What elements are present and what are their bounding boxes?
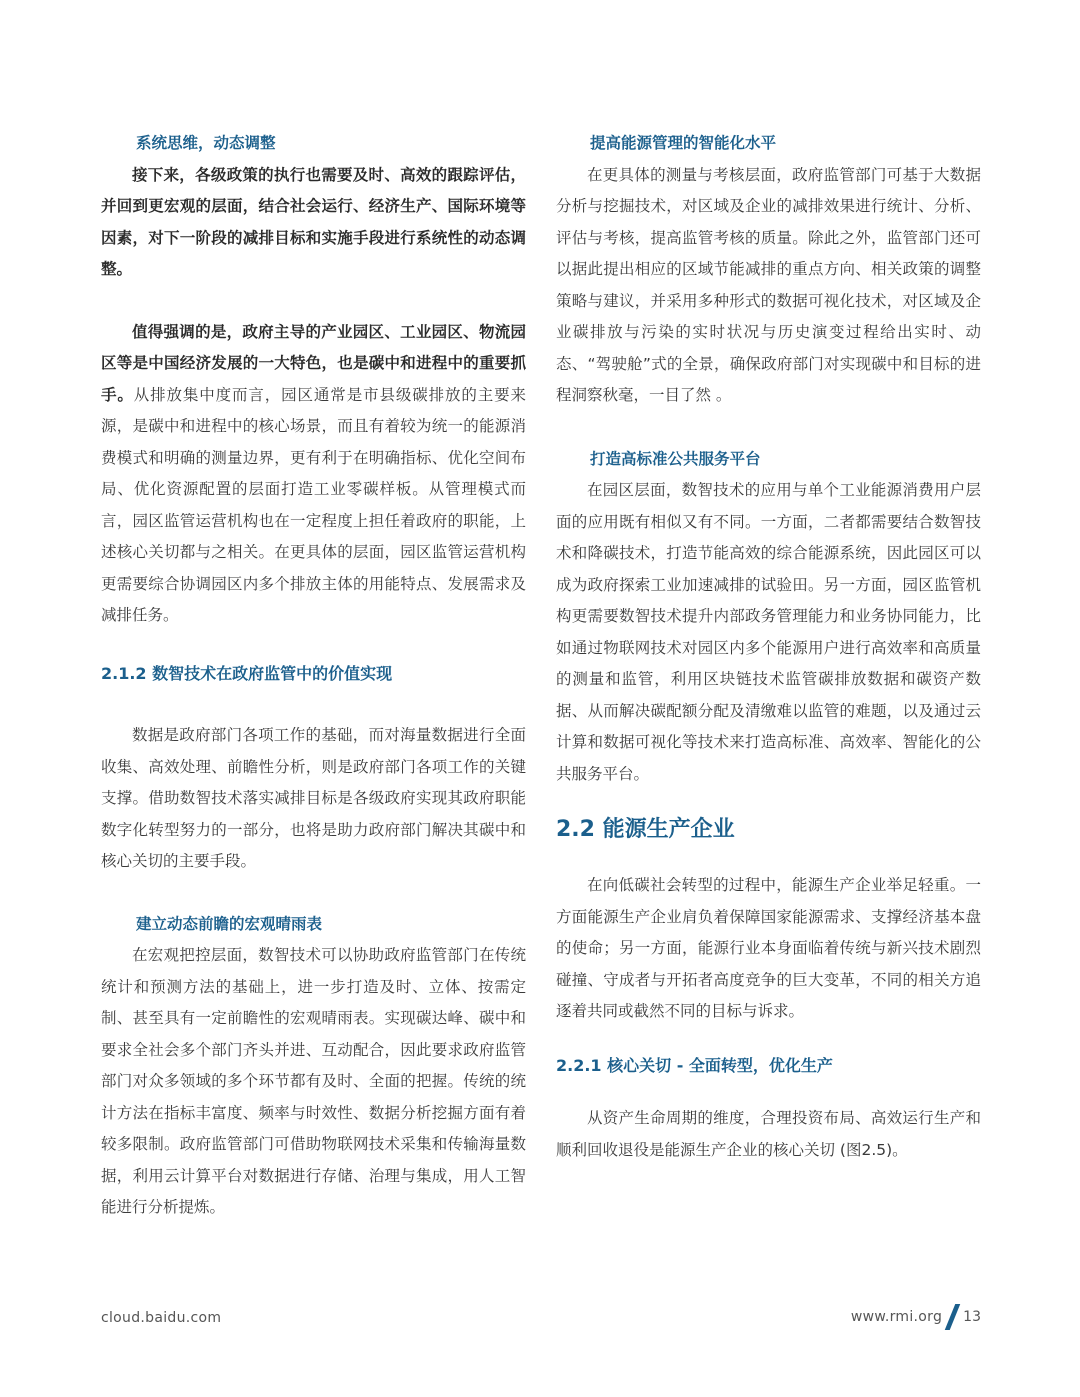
subheading-public-service-platform: 打造高标准公共服务平台 (590, 449, 761, 468)
right-column (556, 128, 981, 1166)
left-column (101, 128, 526, 1224)
paragraph-industrial-parks-rest: 从排放集中度而言，园区通常是市县级碳排放的主要来源，是碳中和进程中的核心场景，而且有着较为统一的能源消费模式和明确的测量边界，更有利于在明确指标、优化空间布局、优化资源配置的层面打造工业零碳样板。从管理模式而言，园区监管运营机构也在一定程度上担任着政府的职能，上述核心关切都与之相关。在更具体的层面，园区监管运营机构更需要综合协调园区内多个排放主体的用能特点、发展需求及减排任务。 (101, 385, 526, 624)
paragraph-energy-management: 在更具体的测量与考核层面，政府监管部门可基于大数据分析与挖掘技术，对区域及企业的减排效果进行统计、分析、评估与考核，提高监管考核的质量。除此之外，监管部门还可以据此提出相应的区域节能减排的重点方向、相关政策的调整策略与建议，并采用多种形式的数据可视化技术，对区域及企业碳排放与污染的实时状况与历史演变过程给出实时、动态、“驾驶舱”式的全景，确保政府部门对实现碳中和目标的进程洞察秋毫，一目了然 。 (556, 165, 981, 404)
section-heading-2-2-1: 2.2.1 核心关切 - 全面转型，优化生产 (556, 1055, 833, 1075)
section-heading-2-1-2: 2.1.2 数智技术在政府监管中的价值实现 (101, 663, 393, 683)
paragraph-industrial-parks (101, 317, 526, 632)
paragraph-energy-producers: 在向低碳社会转型的过程中，能源生产企业举足轻重。一方面能源生产企业肩负着保障国家能源需求、支撑经济基本盘的使命；另一方面，能源行业本身面临着传统与新兴技术剧烈碰撞、守成者与开拓者高度竞争的巨大变革，不同的相关方追逐着共同或截然不同的目标与诉求。 (556, 876, 981, 1020)
paragraph-data-foundation: 数据是政府部门各项工作的基础，而对海量数据进行全面收集、高效处理、前瞻性分析，则是政府部门各项工作的关键支撑。借助数智技术落实减排目标是各级政府实现其政府职能数字化转型努力的一部分，也将是助力政府部门解决其碳中和核心关切的主要手段。 (101, 726, 526, 870)
paragraph-dynamic-adjustment: 接下来，各级政策的执行也需要及时、高效的跟踪评估，并回到更宏观的层面，结合社会运行、经济生产、国际环境等因素，对下一阶段的减排目标和实施手段进行系统性的动态调整。 (101, 165, 526, 278)
paragraph-asset-lifecycle: 从资产生命周期的维度，合理投资布局、高效运行生产和顺利回收退役是能源生产企业的核心关切 (图2.5)。 (556, 1109, 981, 1159)
subheading-macro-barometer: 建立动态前瞻的宏观晴雨表 (136, 914, 323, 933)
section-heading-2-2: 2.2 能源生产企业 (556, 817, 735, 842)
paragraph-industrial-parks-emphasis: 值得强调的是，政府主导的产业园区、工业园区、物流园区等是中国经济发展的一大特色，也是碳中和进程中的重要抓手。 (101, 322, 526, 404)
paragraph-macro-barometer: 在宏观把控层面，数智技术可以协助政府监管部门在传统统计和预测方法的基础上，进一步打造及时、立体、按需定制、甚至具有一定前瞻性的宏观晴雨表。实现碳达峰、碳中和要求全社会多个部门齐头并进、互动配合，因此要求政府监管部门对众多领域的多个环节都有及时、全面的把握。传统的统计方法在指标丰富度、频率与时效性、数据分析挖掘方面有着较多限制。政府监管部门可借助物联网技术采集和传输海量数据，利用云计算平台对数据进行存储、治理与集成，用人工智能进行分析提炼。 (101, 946, 526, 1216)
subheading-energy-management: 提高能源管理的智能化水平 (590, 134, 777, 152)
subheading-system-thinking: 系统思维，动态调整 (136, 134, 276, 152)
slash-divider-icon (945, 1304, 961, 1330)
paragraph-public-service-platform: 在园区层面，数智技术的应用与单个工业能源消费用户层面的应用既有相似又有不同。一方面，二者都需要结合数智技术和降碳技术，打造节能高效的综合能源系统，因此园区可以成为政府探索工业加速减排的试验田。另一方面，园区监管机构更需要数智技术提升内部政务管理能力和业务协同能力，比如通过物联网技术对园区内多个能源用户进行高效率和高质量的测量和监管，利用区块链技术监管碳排放数据和碳资产数据、从而解决碳配额分配及清缴难以监管的难题，以及通过云计算和数据可视化等技术来打造高标准、高效率、智能化的公共服务平台。 (556, 481, 981, 783)
footer-right-url[interactable]: www.rmi.org (850, 1309, 943, 1325)
footer-left-url[interactable]: cloud.baidu.com (101, 1310, 222, 1326)
page-number: 13 (963, 1309, 981, 1325)
footer-right (851, 1302, 981, 1332)
